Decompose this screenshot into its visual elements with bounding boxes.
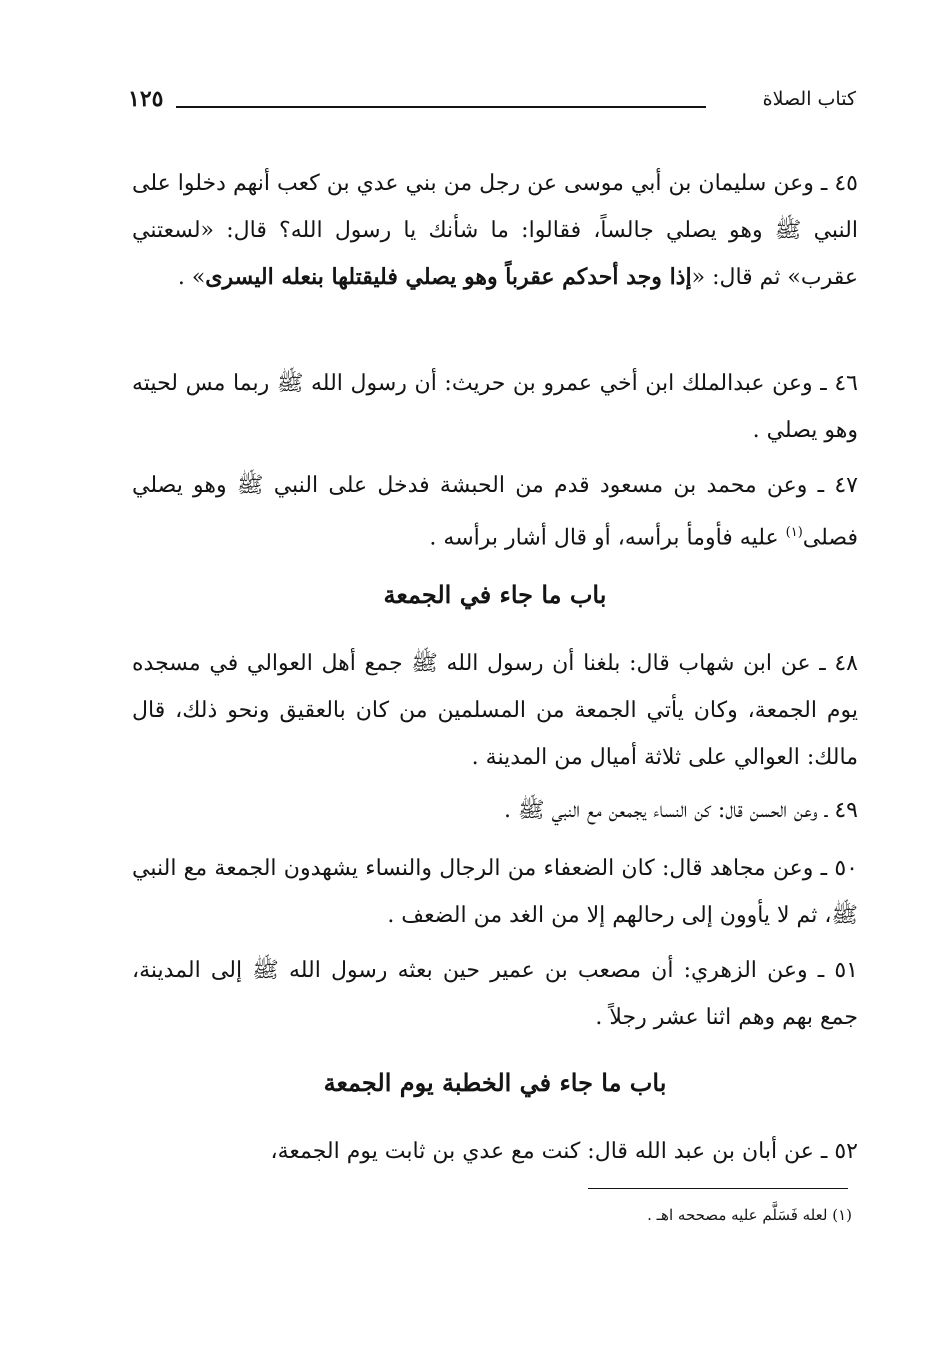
header-rule	[176, 106, 706, 108]
hadith-45-quote: إذا وجد أحدكم عقرباً وهو يصلي فليقتلها بنعله اليسرى	[205, 264, 692, 290]
footnote-rule	[588, 1188, 848, 1189]
hadith-45-text: ٤٥ ـ وعن سليمان بن أبي موسى عن رجل من بني عدي بن كعب أنهم دخلوا على النبي ﷺ وهو يصلي جالساً، فقالوا: ما شأنك يا رسول الله؟ قال: «لسعتني عقرب» ثم قال: «	[132, 171, 858, 290]
hadith-47	[132, 462, 858, 561]
footnote-ref: (١)	[785, 525, 803, 540]
hadith-50	[132, 845, 858, 939]
hadith-45-end: » .	[177, 265, 206, 290]
hadith-47-text: ٤٧ ـ وعن محمد بن مسعود قدم من الحبشة فدخل على النبي ﷺ وهو يصلي فصلى	[132, 473, 858, 551]
hadith-49	[132, 787, 858, 834]
hadith-51-text: ٥١ ـ وعن الزهري: أن مصعب بن عمير حين بعثه رسول الله ﷺ إلى المدينة، جمع بهم وهم اثنا عشر رجلاً .	[132, 958, 858, 1030]
hadith-49-text: ٤٩ ـ وعن الحسن قال: كن النساء يجمعن مع النبي ﷺ .	[504, 798, 858, 823]
page-header	[128, 86, 856, 122]
hadith-47-text-end: عليه فأومأ برأسه، أو قال أشار برأسه .	[429, 525, 786, 551]
hadith-50-text: ٥٠ ـ وعن مجاهد قال: كان الضعفاء من الرجال والنساء يشهدون الجمعة مع النبي ﷺ، ثم لا يأوون إلى رحالهم إلا من الغد من الضعف .	[132, 856, 858, 928]
hadith-46-text: ٤٦ ـ وعن عبدالملك ابن أخي عمرو بن حريث: أن رسول الله ﷺ ربما مس لحيته وهو يصلي .	[132, 371, 858, 443]
hadith-46	[132, 360, 858, 454]
hadith-52-text: ٥٢ ـ عن أبان بن عبد الله قال: كنت مع عدي بن ثابت يوم الجمعة،	[270, 1139, 858, 1164]
section-heading-friday: باب ما جاء في الجمعة	[383, 580, 607, 609]
hadith-48	[132, 640, 858, 781]
section-heading-sermon: باب ما جاء في الخطبة يوم الجمعة	[323, 1068, 667, 1097]
hadith-52	[132, 1128, 858, 1175]
hadith-51	[132, 947, 858, 1041]
hadith-48-text: ٤٨ ـ عن ابن شهاب قال: بلغنا أن رسول الله ﷺ جمع أهل العوالي في مسجده يوم الجمعة، وكان يأتي الجمعة من المسلمين من كان بالعقيق ونحو ذلك، قال مالك: العوالي على ثلاثة أميال من المدينة .	[132, 651, 858, 770]
running-title: كتاب الصلاة	[762, 88, 856, 110]
page-number: ١٢٥	[128, 86, 164, 112]
footnote: (١) لعله فَسَلَّم عليه مصححه اهـ .	[647, 1206, 852, 1224]
hadith-45	[132, 160, 858, 301]
